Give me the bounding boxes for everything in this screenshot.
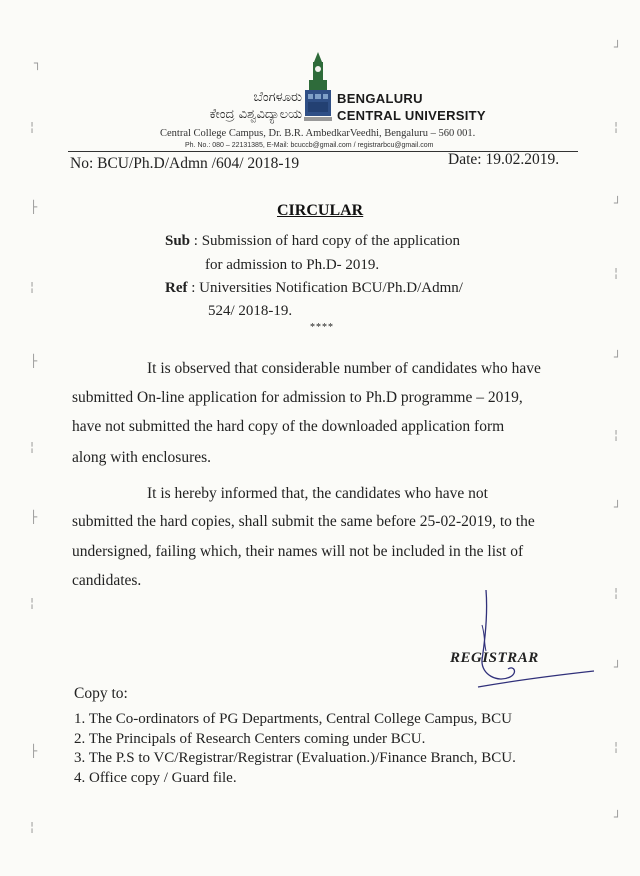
margin-mark: ¦ (614, 120, 619, 134)
reference-number: No: BCU/Ph.D/Admn /604/ 2018-19 (70, 155, 300, 172)
copy-to-heading: Copy to: (74, 685, 128, 702)
reference-label: Ref (165, 280, 188, 296)
margin-mark: ¦ (614, 586, 619, 600)
margin-mark: ├ (30, 744, 38, 758)
reference-text-2: 524/ 2018-19. (208, 303, 293, 319)
subject-block (165, 233, 460, 250)
paragraph-1-line-1: It is observed that considerable number of candidates who have (147, 360, 541, 377)
margin-mark: ├ (30, 200, 38, 214)
margin-mark: ¦ (614, 740, 619, 754)
university-name-kannada-1: ಬೆಂಗಳೂರು (253, 90, 302, 105)
subject-text-1: : Submission of hard copy of the application (193, 233, 460, 249)
subject-line-1 (165, 233, 460, 250)
university-contact: Ph. No.: 080 – 22131385, E-Mail: bcuccb@gmail.com / registrarbcu@gmail.com (185, 142, 434, 149)
margin-mark: ¦ (30, 596, 35, 610)
signatory-title: REGISTRAR (450, 650, 539, 666)
margin-mark: ├ (30, 510, 38, 524)
margin-mark: ¦ (614, 428, 619, 442)
margin-mark: ┘ (614, 660, 622, 674)
university-logo (304, 52, 332, 122)
margin-mark: ¦ (30, 120, 35, 134)
margin-mark: ¦ (30, 820, 35, 834)
separator-stars: **** (310, 322, 334, 333)
reference-text-1: : Universities Notification BCU/Ph.D/Admn/ (191, 280, 463, 296)
circular-date: Date: 19.02.2019. (448, 151, 560, 168)
signature (468, 585, 598, 695)
reference-block (165, 280, 463, 297)
list-item: 3. The P.S to VC/Registrar/Registrar (Evaluation.)/Finance Branch, BCU. (74, 750, 516, 766)
list-item: 4. Office copy / Guard file. (74, 769, 237, 786)
margin-mark: ¦ (30, 440, 35, 454)
paragraph-1-line-4: along with enclosures. (72, 449, 212, 466)
paragraph-2-line-2: submitted the hard copies, shall submit the same before 25-02-2019, to the (72, 513, 535, 530)
paragraph-1-line-3: have not submitted the hard copy of the downloaded application form (72, 418, 505, 435)
university-name-english-1: BENGALURU (337, 91, 423, 106)
paragraph-2-line-3: undersigned, failing which, their names will not be included in the list of (72, 543, 524, 560)
margin-mark: ┘ (614, 40, 622, 54)
margin-mark: ┐ (34, 56, 42, 70)
margin-mark: ┘ (614, 500, 622, 514)
list-item: 2. The Principals of Research Centers coming under BCU. (74, 730, 426, 747)
paragraph-2-line-1: It is hereby informed that, the candidates who have not (147, 485, 488, 502)
margin-mark: ¦ (30, 280, 35, 294)
subject-text-2: for admission to Ph.D- 2019. (205, 257, 380, 273)
university-name-kannada-2: ಕೇಂದ್ರ ವಿಶ್ವವಿದ್ಯಾಲಯ (209, 107, 302, 122)
margin-mark: ┘ (614, 196, 622, 210)
margin-mark: ¦ (614, 266, 619, 280)
margin-mark: ┘ (614, 810, 622, 824)
margin-mark: ├ (30, 354, 38, 368)
copy-to-list (74, 710, 516, 788)
university-name-english-2: CENTRAL UNIVERSITY (337, 108, 486, 123)
list-item: 1. The Co-ordinators of PG Departments, Central College Campus, BCU (74, 711, 512, 727)
subject-label: Sub (165, 233, 191, 249)
paragraph-1-line-2: submitted On-line application for admission to Ph.D programme – 2019, (72, 389, 523, 406)
paragraph-2-line-4: candidates. (72, 572, 142, 589)
document-title: CIRCULAR (277, 202, 364, 219)
university-address: Central College Campus, Dr. B.R. AmbedkarVeedhi, Bengaluru – 560 001. (160, 128, 476, 139)
margin-mark: ┘ (614, 350, 622, 364)
